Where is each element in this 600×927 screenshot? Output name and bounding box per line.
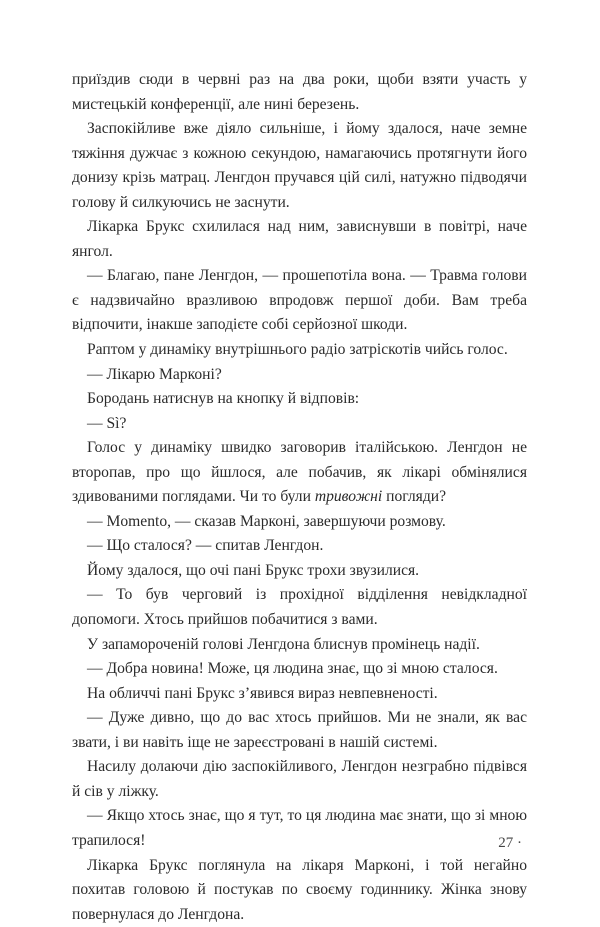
paragraph-17: — Дуже дивно, що до вас хтось прийшов. Ми не знали, як вас звати, і ви навіть іще не зареєстровані в нашій системі. — [72, 706, 527, 755]
paragraph-14: У запамороченій голові Ленгдона блиснув промінець надії. — [72, 633, 527, 658]
paragraph-6: — Лікарю Марконі? — [72, 363, 527, 388]
paragraph-12: Йому здалося, що очі пані Брукс трохи звузилися. — [72, 559, 527, 584]
paragraph-16: На обличчі пані Брукс з’явився вираз невпевненості. — [72, 682, 527, 707]
paragraph-4: — Благаю, пане Ленгдон, — прошепотіла вона. — Травма голови є надзвичайно вразливою впродовж першої доби. Вам треба відпочити, інакше заподієте собі серйозної шкоди. — [72, 264, 527, 338]
page-body — [72, 68, 527, 927]
paragraph-10: — Momento, — сказав Марконі, завершуючи розмову. — [72, 510, 527, 535]
paragraph-13: — То був черговий із прохідної відділення невідкладної допомоги. Хтось прийшов побачитися з вами. — [72, 583, 527, 632]
paragraph-9 — [72, 436, 527, 510]
paragraph-9-after: погляди? — [382, 488, 446, 505]
paragraph-8: — Sì? — [72, 412, 527, 437]
paragraph-11: — Що сталося? — спитав Ленгдон. — [72, 534, 527, 559]
paragraph-18: Насилу долаючи дію заспокійливого, Ленгдон незграбно підвівся й сів у ліжку. — [72, 755, 527, 804]
paragraph-15: — Добра новина! Може, ця людина знає, що зі мною сталося. — [72, 657, 527, 682]
paragraph-9-before: Голос у динаміку швидко заговорив італійською. Ленгдон не второпав, про що йшлося, але побачив, як лікарі обмінялися здивованими поглядами. Чи то були — [72, 439, 527, 505]
page-number: 27 · — [498, 835, 522, 852]
paragraph-20: Лікарка Брукс поглянула на лікаря Марконі, і той негайно похитав головою й постукав по своєму годиннику. Жінка знову повернулася до Ленгдона. — [72, 854, 527, 927]
paragraph-3: Лікарка Брукс схилилася над ним, зависнувши в повітрі, наче янгол. — [72, 215, 527, 264]
paragraph-9-emphasis: тривожні — [315, 488, 382, 505]
paragraph-1: приїздив сюди в червні раз на два роки, щоби взяти участь у мистецькій конференції, але нині березень. — [72, 68, 527, 117]
paragraph-7: Бородань натиснув на кнопку й відповів: — [72, 387, 527, 412]
paragraph-19: — Якщо хтось знає, що я тут, то ця людина має знати, що зі мною трапилося! — [72, 804, 527, 853]
paragraph-5: Раптом у динаміку внутрішнього радіо затріскотів чийсь голос. — [72, 338, 527, 363]
paragraph-2: Заспокійливе вже діяло сильніше, і йому здалося, наче земне тяжіння дужчає з кожною секундою, намагаючись протягнути його донизу крізь матрац. Ленгдон пручався цій силі, натужно підводячи голову й силкуючись не заснути. — [72, 117, 527, 215]
